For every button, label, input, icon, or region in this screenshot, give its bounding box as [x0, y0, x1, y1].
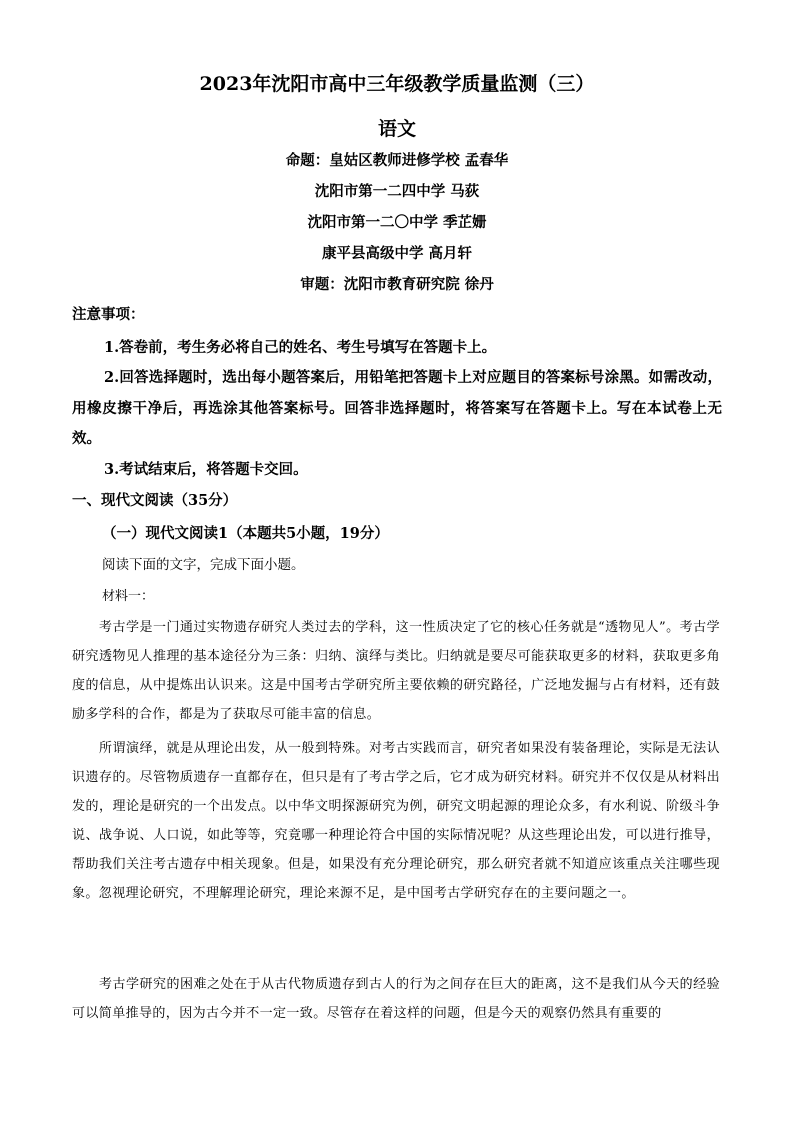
subsection-heading: （一）现代文阅读1（本题共5小题，19分） — [102, 525, 389, 542]
subject-title: 语文 — [377, 118, 416, 140]
exam-title: 2023年沈阳市高中三年级教学质量监测（三） — [199, 73, 595, 95]
credit-line: 沈阳市第一二〇中学 季芷姗 — [307, 214, 487, 231]
reading-instruction: 阅读下面的文字，完成下面小题。 — [102, 557, 305, 573]
credit-line: 审题：沈阳市教育研究院 徐丹 — [300, 276, 494, 293]
notice-item: 1.答卷前，考生务必将自己的姓名、考生号填写在答题卡上。 — [104, 339, 497, 356]
credit-line: 康平县高级中学 高月轩 — [321, 245, 473, 262]
notice-item: 3.考试结束后，将答题卡交回。 — [104, 461, 308, 478]
passage-paragraph: 所谓演绎，就是从理论出发，从一般到特殊。对考古实践而言，研究者如果没有装备理论，实际是无法认识遗存的。尽管物质遗存一直都存在，但只是有了考古学之后，它才成为研究材料。研究并不仅仅是从材料出发的，理论是研究的一个出发点。以中华文明探源研究为例，研究文明起源的理论众多，有水利说、阶级斗争说、战争说、人口说，如此等等，究竟哪一种理论符合中国的实际情况呢？从这些理论出发，可以进行推导，帮助我们关注考古遗存中相关现象。但是，如果没有充分理论研究，那么研究者就不知道应该重点关注哪些现象。忽视理论研究，不理解理论研究，理论来源不足，是中国考古学研究存在的主要问题之一。 — [72, 741, 720, 901]
notice-heading: 注意事项： — [72, 306, 145, 323]
passage-paragraph: 考古学研究的困难之处在于从古代物质遗存到古人的行为之间存在巨大的距离，这不是我们从今天的经验可以简单推导的，因为古今并不一定一致。尽管存在着这样的问题，但是今天的观察仍然具有重要的 — [72, 977, 720, 1021]
passage-paragraph: 考古学是一门通过实物遗存研究人类过去的学科，这一性质决定了它的核心任务就是“透物见人”。考古学研究透物见人推理的基本途径分为三条：归纳、演绎与类比。归纳就是要尽可能获取更多的材料，获取更多角度的信息，从中提炼出认识来。这是中国考古学研究所主要依赖的研究路径，广泛地发掘与占有材料，还有鼓励多学科的合作，都是为了获取尽可能丰富的信息。 — [72, 620, 720, 722]
credit-line: 命题：皇姑区教师进修学校 孟春华 — [285, 152, 509, 169]
section-heading: 一、现代文阅读（35分） — [72, 492, 238, 509]
material-label: 材料一： — [102, 589, 155, 604]
credit-line: 沈阳市第一二四中学 马荻 — [314, 183, 480, 200]
notice-item: 2.回答选择题时，选出每小题答案后，用铅笔把答题卡上对应题目的答案标号涂黑。如需改动，用橡皮擦干净后，再选涂其他答案标号。回答非选择题时，将答案写在答题卡上。写在本试卷上无效。 — [72, 369, 722, 447]
